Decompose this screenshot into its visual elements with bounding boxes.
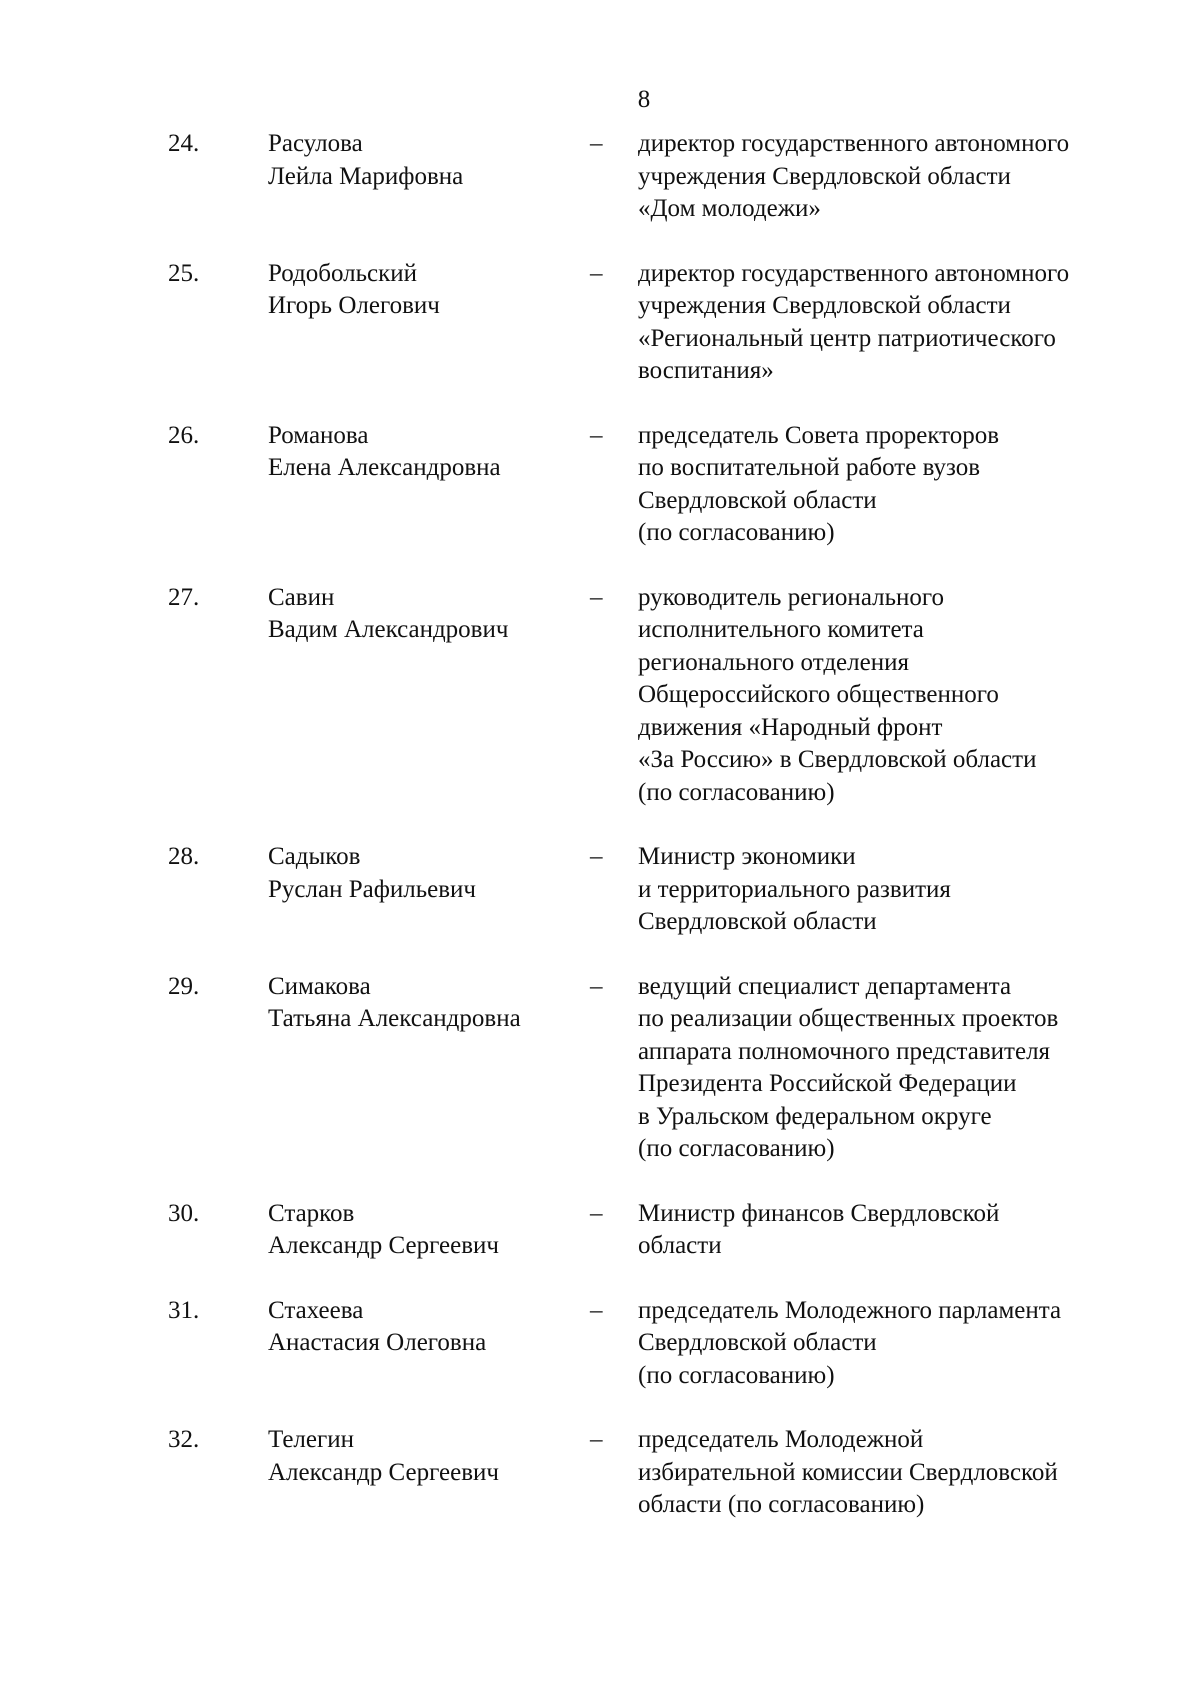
description-line: «Дом молодежи»	[638, 195, 821, 222]
entry-surname: Симакова	[268, 972, 371, 1000]
list-entry	[0, 841, 1200, 939]
description-line: (по согласованию)	[638, 778, 835, 806]
description-line: области	[638, 1232, 722, 1259]
entry-dash: –	[590, 130, 603, 157]
description-line: директор государственного автономного	[638, 130, 1070, 157]
entry-number: 30.	[168, 1199, 200, 1227]
entry-given-names: Игорь Олегович	[268, 292, 440, 319]
entry-description	[638, 841, 1158, 939]
list-entry	[0, 1424, 1200, 1522]
description-line: Свердловской области	[638, 486, 877, 514]
description-line: председатель Молодежной	[638, 1426, 924, 1453]
entry-description	[638, 1424, 1158, 1522]
description-line: движения «Народный фронт	[638, 713, 943, 741]
entry-given-names: Руслан Рафильевич	[268, 875, 477, 903]
description-line: Министр экономики	[638, 843, 856, 870]
entry-description	[638, 1198, 1158, 1263]
list-entry	[0, 1295, 1200, 1393]
list-entry	[0, 582, 1200, 810]
members-list	[0, 128, 1200, 1522]
entry-name	[268, 420, 568, 485]
list-entry	[0, 971, 1200, 1166]
entry-dash: –	[590, 1426, 603, 1453]
description-line: (по согласованию)	[638, 1361, 835, 1389]
entry-dash: –	[590, 421, 603, 449]
description-line: регионального отделения	[638, 648, 909, 676]
entry-given-names: Александр Сергеевич	[268, 1458, 499, 1486]
description-line: председатель Молодежного парламента	[638, 1296, 1062, 1324]
entry-surname: Телегин	[268, 1426, 354, 1453]
description-line: в Уральском федеральном округе	[638, 1102, 992, 1130]
entry-surname: Старков	[268, 1199, 355, 1227]
entry-number: 27.	[168, 583, 200, 611]
entry-surname: Романова	[268, 421, 369, 449]
entry-number: 28.	[168, 843, 200, 870]
entry-name	[268, 1424, 568, 1489]
description-line: области (по согласованию)	[638, 1491, 925, 1518]
list-entry	[0, 1198, 1200, 1263]
entry-number: 31.	[168, 1296, 200, 1324]
entry-dash: –	[590, 972, 603, 1000]
entry-number: 26.	[168, 421, 200, 449]
entry-name	[268, 258, 568, 323]
entry-description	[638, 258, 1158, 388]
entry-dash: –	[590, 1296, 603, 1324]
description-line: Президента Российской Федерации	[638, 1070, 1017, 1097]
entry-given-names: Елена Александровна	[268, 454, 501, 481]
entry-name	[268, 971, 568, 1036]
description-line: по реализации общественных проектов	[638, 1005, 1059, 1032]
description-line: аппарата полномочного представителя	[638, 1037, 1051, 1065]
entry-name	[268, 128, 568, 193]
entry-description	[638, 420, 1158, 550]
description-line: «Региональный центр патриотического	[638, 324, 1056, 352]
page-number: 8	[637, 86, 651, 113]
entry-number: 32.	[168, 1426, 200, 1453]
list-entry	[0, 258, 1200, 388]
description-line: и территориального развития	[638, 875, 951, 903]
description-line: воспитания»	[638, 357, 774, 384]
description-line: «За Россию» в Свердловской области	[638, 746, 1037, 773]
entry-given-names: Вадим Александрович	[268, 616, 509, 643]
entry-description	[638, 582, 1158, 810]
description-line: директор государственного автономного	[638, 259, 1070, 287]
entry-given-names: Татьяна Александровна	[268, 1005, 521, 1032]
description-line: Министр финансов Свердловской	[638, 1199, 1000, 1227]
list-entry	[0, 420, 1200, 550]
entry-description	[638, 128, 1158, 226]
entry-description	[638, 1295, 1158, 1393]
description-line: ведущий специалист департамента	[638, 972, 1012, 1000]
entry-surname: Савин	[268, 583, 335, 611]
entry-description	[638, 971, 1158, 1166]
description-line: руководитель регионального	[638, 583, 945, 611]
entry-name	[268, 1198, 568, 1263]
entry-dash: –	[590, 259, 603, 287]
entry-given-names: Александр Сергеевич	[268, 1232, 499, 1259]
entry-surname: Расулова	[268, 130, 363, 157]
description-line: избирательной комиссии Свердловской	[638, 1458, 1058, 1486]
description-line: председатель Совета проректоров	[638, 421, 1000, 449]
entry-dash: –	[590, 1199, 603, 1227]
entry-given-names: Лейла Марифовна	[268, 162, 464, 190]
description-line: (по согласованию)	[638, 519, 835, 546]
description-line: Свердловской области	[638, 908, 877, 935]
entry-name	[268, 1295, 568, 1360]
entry-number: 24.	[168, 130, 200, 157]
entry-given-names: Анастасия Олеговна	[268, 1329, 487, 1356]
entry-number: 25.	[168, 259, 200, 287]
description-line: Общероссийского общественного	[638, 681, 999, 708]
entry-dash: –	[590, 583, 603, 611]
entry-surname: Родобольский	[268, 259, 418, 287]
description-line: Свердловской области	[638, 1329, 877, 1356]
entry-surname: Садыков	[268, 843, 361, 870]
entry-dash: –	[590, 843, 603, 870]
entry-name	[268, 841, 568, 906]
description-line: учреждения Свердловской области	[638, 162, 1011, 190]
entry-number: 29.	[168, 972, 200, 1000]
description-line: учреждения Свердловской области	[638, 292, 1011, 319]
description-line: по воспитательной работе вузов	[638, 454, 981, 481]
list-entry	[0, 128, 1200, 226]
description-line: исполнительного комитета	[638, 616, 924, 643]
entry-name	[268, 582, 568, 647]
description-line: (по согласованию)	[638, 1135, 835, 1162]
entry-surname: Стахеева	[268, 1296, 364, 1324]
